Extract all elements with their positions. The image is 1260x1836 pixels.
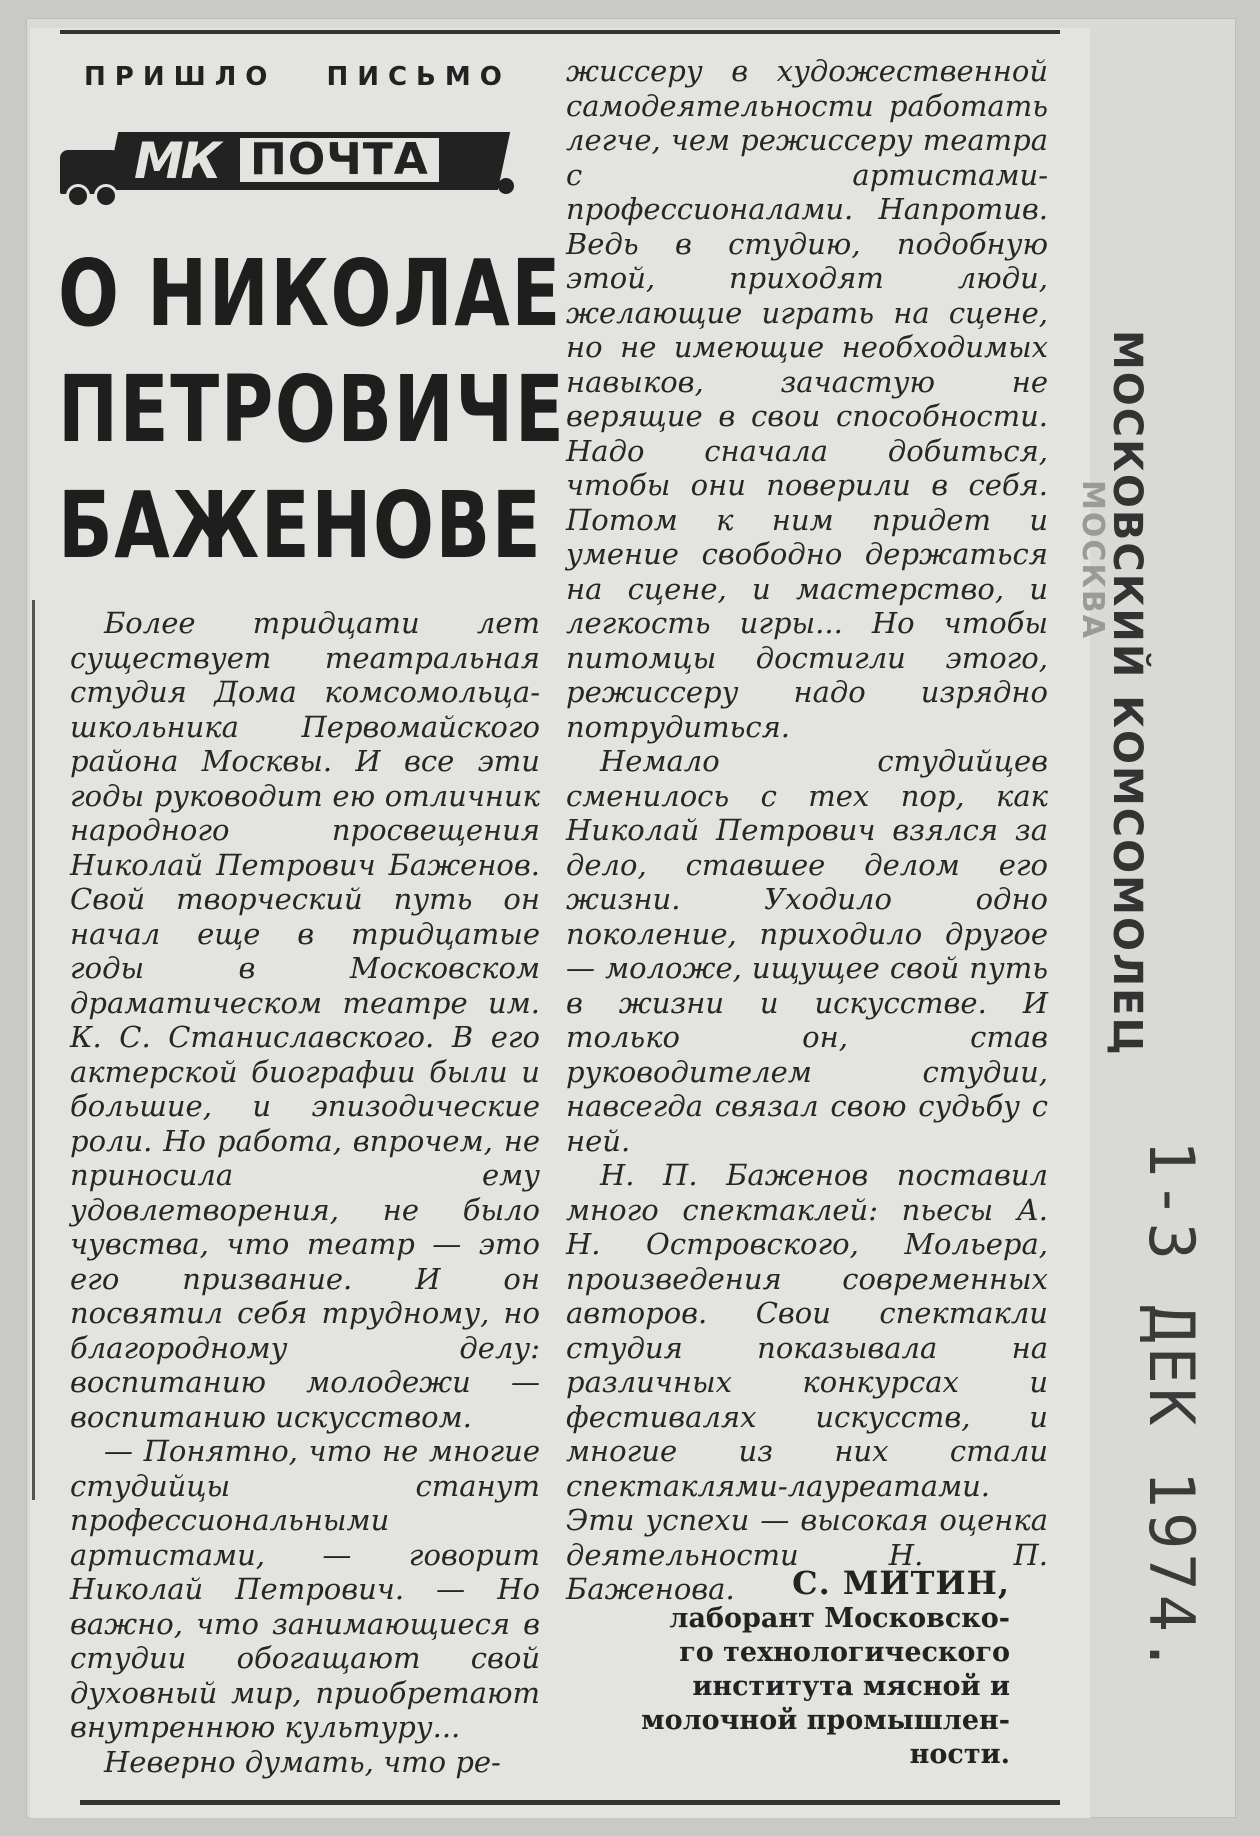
paragraph: Немало студийцев сменилось с тех пор, как Николай Петрович взялся за дело, ставшее делом его жизни. Уходило одно поколение, приходило другое — моложе, ищущее свой путь в жизни и искусстве. И только он, став руководителем студии, навсегда связал свою судьбу с ней. <box>566 744 1048 1158</box>
paragraph: — Понятно, что не многие студийцы станут профессиональными артистами, — говорит Николай Петрович. — Но важно, что занимающиеся в студии обогащают свой духовный мир, приобретают внутреннюю культуру... <box>70 1434 540 1744</box>
paragraph: Неверно думать, что ре- <box>104 1744 501 1779</box>
truck-wheel-icon <box>94 184 118 208</box>
headline-line: БАЖЕНОВЕ <box>58 472 543 579</box>
author-title-line: института мясной и <box>692 1671 1010 1702</box>
author-title-line: го технологического <box>679 1637 1010 1668</box>
article-headline <box>58 236 566 584</box>
faint-city-stamp: МОСКВА <box>1075 480 1110 640</box>
logo-dot <box>498 178 514 194</box>
author-name: С. МИТИН, <box>792 1564 1010 1602</box>
article-column-left <box>70 606 540 1779</box>
article-column-right <box>566 54 1048 1607</box>
section-kicker: ПРИШЛО ПИСЬМО <box>84 62 511 92</box>
mk-pochta-logo <box>60 124 520 202</box>
paragraph: Н. П. Баженов поставил много спектаклей: пьесы А. Н. Островского, Мольера, произведения современных авторов. Свои спектакли студия показывала на различных конкурсах и фестивалях искусств, и многие из них стали спектаклями-лауреатами. Эти успехи — высокая оценка деятельности Н. П. Баженова. <box>566 1158 1048 1606</box>
author-title-line: ности. <box>909 1739 1010 1770</box>
author-title-line: молочной промышлен- <box>641 1705 1010 1736</box>
logo-mk-text: МК <box>134 132 219 190</box>
logo-pochta-text: ПОЧТА <box>240 138 439 182</box>
bottom-rule <box>80 1800 1060 1805</box>
headline-line: О НИКОЛАЕ <box>58 240 562 347</box>
author-title-line: лаборант Московско- <box>669 1603 1010 1634</box>
paragraph: жиссеру в художественной самодеятельности работать легче, чем режиссеру театра с артистами-профессионалами. Напротив. Ведь в студию, подобную этой, приходят люди, желающие играть на сцене, но не имеющие необходимых навыков, зачастую не верящие в свои способности. Надо сначала добиться, чтобы они поверили в себя. Потом к ним придет и умение свободно держаться на сцене, и мастерство, и легкость игры... Но чтобы питомцы достигли этого, режиссеру надо изрядно потрудиться. <box>566 54 1048 744</box>
truck-wheel-icon <box>66 184 90 208</box>
paragraph: Более тридцати лет существует театральная студия Дома комсомольца-школьника Первомайского района Москвы. И все эти годы руководит ею отличник народного просвещения Николай Петрович Баженов. Свой творческий путь он начал еще в тридцатые годы в Московском драматическом театре им. К. С. Станиславского. В его актерской биографии были и большие, и эпизодические роли. Но работа, впрочем, не приносила ему удовлетворения, не было чувства, что театр — это его призвание. И он посвятил себя трудному, но благородному делу: воспитанию молодежи — воспитанию искусством. <box>70 606 540 1434</box>
newspaper-name-stamp: МОСКОВСКИЙ КОМСОМОЛЕЦ <box>1104 330 1150 1057</box>
top-rule <box>60 30 1060 34</box>
left-rule <box>32 600 35 1500</box>
author-signature <box>600 1566 1010 1772</box>
headline-line: ПЕТРОВИЧЕ <box>58 356 566 463</box>
date-stamp: 1-3 ДЕК 1974. <box>1135 1140 1208 1678</box>
